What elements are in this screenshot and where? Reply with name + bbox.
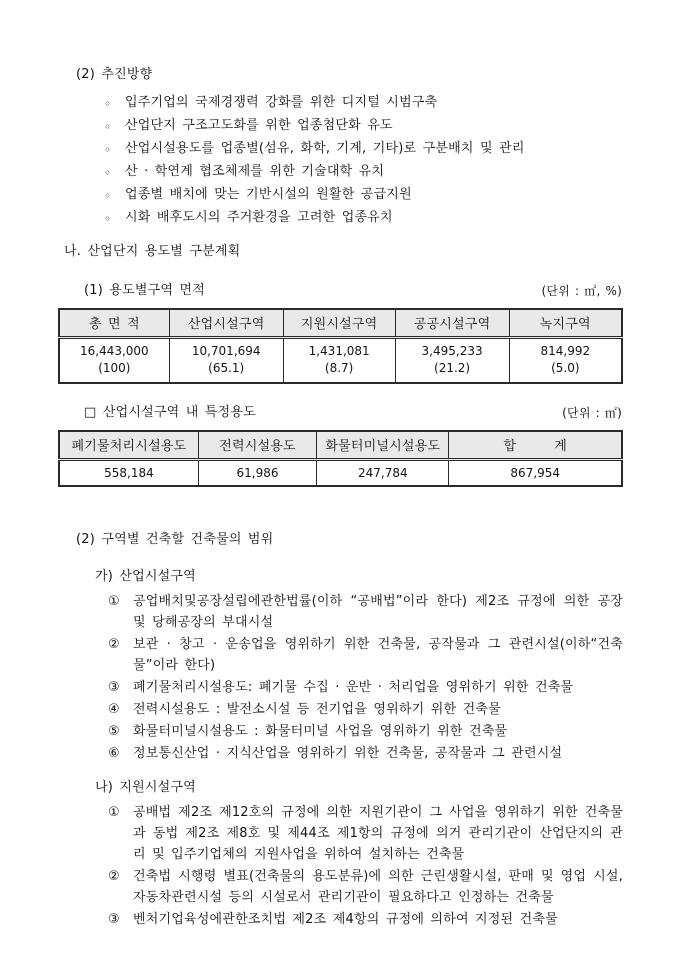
area-cell-total: [59, 338, 169, 384]
area-unit-label: (단위 : ㎡, %): [541, 284, 622, 298]
special-use-title-row: [84, 404, 622, 421]
bullet-marker-icon: ◦: [104, 212, 112, 226]
numbered-item: [108, 721, 623, 742]
area-cell-public: [395, 338, 509, 384]
area-col-public: 공공시설구역: [395, 309, 509, 338]
special-col-power: 전력시설용도: [198, 431, 316, 460]
area-percent: (100): [98, 361, 131, 375]
area-percent: (8.7): [324, 361, 354, 375]
area-col-support: 지원시설구역: [283, 309, 395, 338]
circled-number-icon: ②: [108, 869, 120, 884]
bullet-text: 입주기업의 국제경쟁력 강화를 위한 디지털 시범구축: [125, 95, 438, 110]
circled-number-icon: ①: [108, 805, 120, 820]
numbered-item: [108, 802, 623, 865]
numbered-item: [108, 743, 623, 764]
bullet-text: 업종별 배치에 맞는 기반시설의 원활한 공급지원: [125, 187, 412, 202]
bullet-item: [103, 208, 622, 228]
area-col-industrial: 산업시설구역: [169, 309, 283, 338]
area-col-green: 녹지구역: [509, 309, 622, 338]
item-text: 공업배치및공장설립에관한법률(이하 “공배법”이라 한다) 제2조 규정에 의한 공장 및 당해공장의 부대시설: [133, 594, 623, 630]
area-table-header-row: [59, 309, 622, 338]
special-col-total: 합 계: [449, 431, 622, 460]
numbered-item: [108, 591, 623, 633]
area-value: 1,431,081: [308, 344, 370, 358]
circled-number-icon: ②: [108, 637, 120, 652]
zoning-plan-heading: 나. 산업단지 용도별 구분계획: [64, 244, 241, 259]
industrial-zone-subheading: 가) 산업시설구역: [95, 569, 196, 584]
circled-number-icon: ⑤: [108, 724, 120, 739]
area-value: 3,495,233: [421, 344, 483, 358]
area-value: 10,701,694: [191, 344, 261, 358]
numbered-item: [108, 677, 623, 698]
special-cell-waste: 558,184: [59, 460, 198, 487]
area-title-row: [84, 282, 622, 299]
bullet-item: [103, 185, 622, 205]
bullet-marker-icon: ◦: [104, 143, 112, 157]
special-cell-total: 867,954: [449, 460, 622, 487]
item-text: 공배법 제2조 제12호의 규정에 의한 지원기관이 그 사업을 영위하기 위한 건축물과 동법 제2조 제8호 및 제44조 제1항의 규정에 의거 관리기관이 산업단지의 관리 및 입주기업체의 지원사업을 위하여 설치하는 건축물: [133, 805, 623, 862]
item-text: 화물터미널시설용도 : 화물터미널 사업을 영위하기 위한 건축물: [133, 724, 508, 739]
industrial-zone-item-list: [108, 591, 623, 764]
area-value: 16,443,000: [79, 344, 149, 358]
item-text: 벤처기업육성에관한조치법 제2조 제4항의 규정에 의하여 지정된 건축물: [133, 912, 558, 927]
bullet-marker-icon: ◦: [104, 97, 112, 111]
area-value: 814,992: [540, 344, 591, 358]
item-text: 건축법 시행령 별표(건축물의 용도분류)에 의한 근린생활시설, 판매 및 영업 시설, 자동차관련시설 등의 시설로서 관리기관이 필요하다고 인정하는 건축물: [133, 869, 623, 905]
bullet-item: [103, 162, 622, 182]
special-use-table: [58, 430, 623, 487]
area-title: (1) 용도별구역 면적: [84, 283, 205, 298]
special-cell-power: 61,986: [198, 460, 316, 487]
area-cell-industrial: [169, 338, 283, 384]
numbered-item: [108, 634, 623, 676]
numbered-item: [108, 866, 623, 908]
bullet-text: 산업단지 구조고도화를 위한 업종첨단화 유도: [125, 118, 393, 133]
numbered-item: [108, 909, 623, 930]
support-zone-item-list: [108, 802, 623, 930]
circled-number-icon: ④: [108, 702, 120, 717]
area-percent: (5.0): [551, 361, 580, 375]
item-text: 보관 · 창고 · 운송업을 영위하기 위한 건축물, 공작물과 그 관련시설(이하“건축물”이라 한다): [133, 637, 623, 673]
special-col-waste: 폐기물처리시설용도: [59, 431, 198, 460]
special-use-title: 산업시설구역 내 특정용도: [102, 405, 256, 420]
circled-number-icon: ③: [108, 912, 120, 927]
support-zone-subheading: 나) 지원시설구역: [95, 780, 196, 795]
circled-number-icon: ①: [108, 594, 120, 609]
bullet-item: [103, 116, 622, 136]
building-scope-heading: (2) 구역별 건축할 건축물의 범위: [76, 532, 274, 547]
bullet-marker-icon: ◦: [104, 120, 112, 134]
promotion-bullet-list: [103, 93, 622, 228]
area-cell-green: [509, 338, 622, 384]
circled-number-icon: ⑥: [108, 746, 120, 761]
special-use-unit-label: (단위 : ㎡): [562, 406, 622, 420]
special-col-freight: 화물터미널시설용도: [317, 431, 449, 460]
area-percent: (65.1): [208, 361, 245, 375]
numbered-item: [108, 699, 623, 720]
bullet-marker-icon: ◦: [104, 189, 112, 203]
special-use-header-row: [59, 431, 622, 460]
circled-number-icon: ③: [108, 680, 120, 695]
area-percent: (21.2): [434, 361, 471, 375]
item-text: 정보통신산업 · 지식산업을 영위하기 위한 건축물, 공작물과 그 관련시설: [133, 746, 563, 761]
area-table: [58, 308, 623, 384]
area-cell-support: [283, 338, 395, 384]
item-text: 폐기물처리시설용도: 폐기물 수집 · 운반 · 처리업을 영위하기 위한 건축물: [133, 680, 574, 695]
area-col-total: 총 면 적: [59, 309, 169, 338]
area-table-data-row: [59, 338, 622, 384]
special-use-data-row: [59, 460, 622, 487]
special-cell-freight: 247,784: [317, 460, 449, 487]
bullet-text: 산업시설용도를 업종별(섬유, 화학, 기계, 기타)로 구분배치 및 관리: [125, 141, 525, 156]
bullet-item: [103, 139, 622, 159]
promotion-direction-heading: (2) 추진방향: [76, 67, 153, 82]
bullet-marker-icon: ◦: [104, 166, 112, 180]
item-text: 전력시설용도 : 발전소시설 등 전기업을 영위하기 위한 건축물: [133, 702, 501, 717]
square-marker-icon: □: [84, 405, 97, 420]
bullet-text: 시화 배후도시의 주거환경을 고려한 업종유치: [125, 210, 393, 225]
bullet-item: [103, 93, 622, 113]
bullet-text: 산 · 학연계 협조체제를 위한 기술대학 유치: [125, 164, 385, 179]
